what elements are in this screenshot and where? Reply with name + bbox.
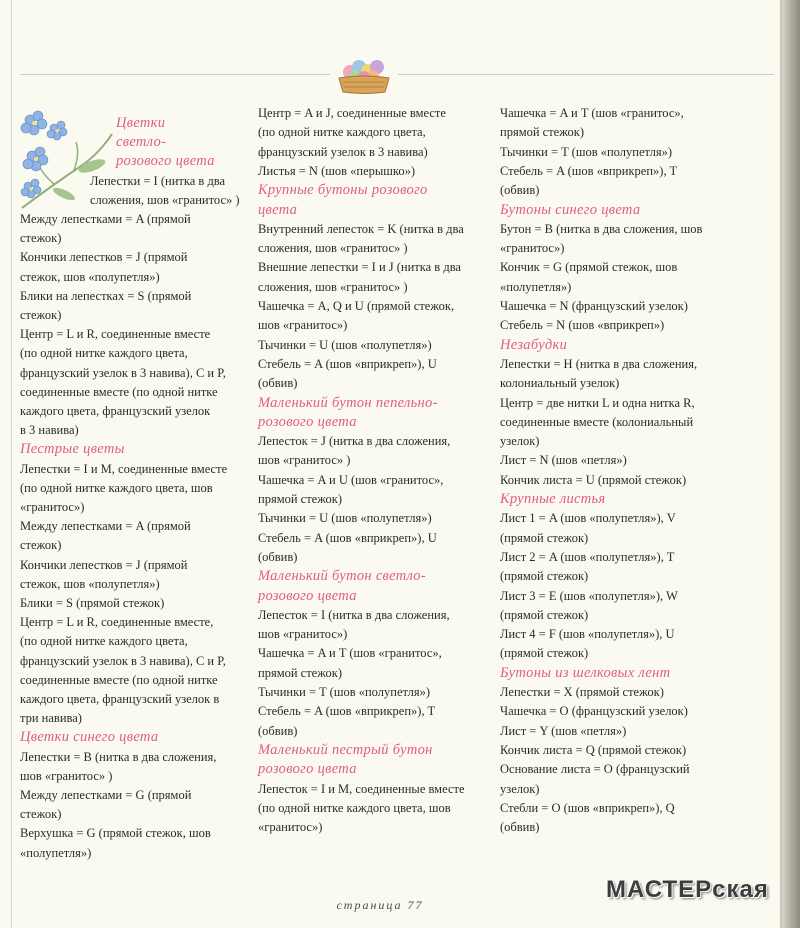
section-heading: Цветки [116,115,166,131]
text-line: (прямой стежок) [500,607,589,622]
text-line: Лепестки = H (нитка в два сложения, [500,356,698,371]
section-heading: Незабудки [500,336,568,353]
section-heading: Бутоны синего цвета [500,201,641,218]
text-line: Кончик листа = Q (прямой стежок) [500,742,687,757]
text-line: (по одной нитке каждого цвета, шов [258,800,451,815]
text-line: «полупетля») [500,279,572,294]
section-heading: Крупные листья [500,491,606,507]
section-heading: светло- [116,134,167,151]
section-heading: Маленький бутон пепельно- [258,394,438,411]
text-line: французский узелок в 3 навива), С и P, [20,365,226,380]
section-heading: Пестрые цветы [20,441,125,458]
text-line: стежок) [20,308,62,322]
text-line: Основание листа = O (французский [500,762,690,777]
text-line: (прямой стежок) [500,646,589,661]
text-line: шов «гранитос») [258,627,348,642]
text-line: Кончики лепестков = J (прямой [20,557,188,572]
text-line: сложения, шов «гранитос» ) [90,192,240,207]
text-line: «гранитос») [500,241,565,256]
text-line: стежок) [20,538,62,553]
text-line: в 3 навива) [20,423,79,438]
text-line: французский узелок в 3 навива) [258,144,428,159]
text-line: Лист 2 = A (шов «полупетля»), T [500,549,675,564]
page-left-border [11,0,12,928]
text-line: Стебель = A (шов «вприкреп»), T [500,163,678,178]
text-line: Чашечка = N (французский узелок) [500,299,688,313]
text-line: «гранитос») [20,500,85,514]
text-line: (обвив) [258,723,298,738]
text-line: Тычинки = T (шов «полупетля») [500,144,673,159]
text-line: прямой стежок) [500,125,585,140]
section-heading: розового цвета [258,587,357,604]
section-heading: Бутоны из шелковых лент [500,664,671,681]
text-line: Между лепестками = A (прямой [20,519,191,534]
text-line: (прямой стежок) [500,530,589,545]
page-number: страница 77 [336,898,424,912]
text-line: шов «гранитос» ) [20,768,113,783]
text-line: стежок) [20,807,62,822]
text-line: Центр = A и J, соединенные вместе [258,106,446,120]
text-line: Внешние лепестки = I и J (нитка в два [258,260,461,275]
top-rule-right [398,74,774,75]
section-heading: Маленький бутон светло- [258,568,426,585]
text-line: Лепестки = I (нитка в два [90,173,226,188]
text-line: Тычинки = T (шов «полупетля») [258,685,431,699]
text-line: стежок, шов «полупетля») [20,269,160,284]
section-heading: цвета [258,201,298,218]
text-line: Центр = L и R, соединенные вместе, [20,615,214,630]
text-line: Стебель = A (шов «вприкреп»), U [258,530,437,545]
text-line: Внутренний лепесток = K (нитка в два [258,221,464,236]
text-line: (прямой стежок) [500,569,589,584]
section-heading: Крупные бутоны розового [258,182,428,199]
text-line: Лепестки = X (прямой стежок) [500,685,664,699]
section-heading: Цветки синего цвета [20,729,159,746]
text-line: Лист 1 = A (шов «полупетля»), V [500,511,676,526]
text-line: Тычинки = U (шов «полупетля») [258,511,432,526]
top-rule-left [20,74,330,75]
text-line: «гранитос») [258,820,323,835]
text-line: Стебли = O (шов «вприкреп»), Q [500,800,675,815]
text-line: Блики на лепестках = S (прямой [20,288,192,303]
text-line: Лепесток = I (нитка в два сложения, [258,607,450,622]
text-line: соединенные вместе (по одной нитке [20,384,218,399]
text-line: (обвив) [500,820,540,835]
text-line: сложения, шов «гранитос» ) [258,241,408,256]
text-line: Лепестки = I и M, соединенные вместе [20,461,228,476]
text-line: шов «гранитос» ) [258,453,351,468]
book-spine [782,0,800,928]
text-line: Листья = N (шов «перышко») [258,163,416,178]
text-line: Стебель = A (шов «вприкреп»), U [258,356,437,371]
text-line: прямой стежок) [258,665,343,680]
text-line: Чашечка = A, Q и U (прямой стежок, [258,299,455,313]
text-line: узелок) [500,434,540,449]
text-line: Кончики лепестков = J (прямой [20,250,188,265]
text-line: соединенные вместе (по одной нитке [20,672,218,687]
watermark-logo: МАСТЕРская [606,876,769,903]
text-line: узелок) [500,781,540,796]
text-line: Стебель = N (шов «вприкреп») [500,318,665,333]
text-line: (по одной нитке каждого цвета, шов [20,480,213,495]
text-line: французский узелок в 3 навива), C и P, [20,653,226,668]
section-heading: розового цвета [116,153,215,170]
text-line: Кончик листа = U (прямой стежок) [500,472,687,487]
text-line: (по одной нитке каждого цвета, [258,125,426,140]
text-line: шов «гранитос») [258,318,348,333]
text-line: Чашечка = A и T (шов «гранитос», [258,646,442,661]
text-line: Центр = две нитки L и одна нитка R, [500,395,695,410]
text-line: сложения, шов «гранитос» ) [258,279,408,294]
text-line: три навива) [20,711,82,726]
text-line: колониальный узелок) [500,376,620,391]
text-line: соединенные вместе (колониальный [500,414,694,429]
text-line: Лист 3 = E (шов «полупетля»), W [500,588,678,603]
text-line: Чашечка = A и U (шов «гранитос», [258,472,444,487]
text-line: Тычинки = U (шов «полупетля») [258,337,432,352]
text-line: Стебель = A (шов «вприкреп»), T [258,704,436,719]
text-line: (по одной нитке каждого цвета, [20,346,188,361]
text-line: Блики = S (прямой стежок) [20,596,165,610]
text-line: Бутон = B (нитка в два сложения, шов [500,221,703,236]
text-line: Верхушка = G (прямой стежок, шов [20,826,211,841]
section-heading: розового цвета [258,761,357,778]
text-line: (по одной нитке каждого цвета, [20,634,188,649]
section-heading: розового цвета [258,413,357,430]
text-line: Лист = N (шов «петля») [500,453,627,468]
text-line: Чашечка = A и T (шов «гранитос», [500,106,684,120]
text-line: Центр = L и R, соединенные вместе [20,327,211,342]
text-line: Между лепестками = G (прямой [20,788,192,802]
section-heading: Маленький пестрый бутон [258,741,433,758]
text-line: стежок, шов «полупетля») [20,576,160,591]
text-line: (обвив) [258,376,298,391]
text-line: Лепесток = I и M, соединенные вместе [258,781,465,796]
text-line: (обвив) [500,183,540,198]
text-line: Лист 4 = F (шов «полупетля»), U [500,627,675,642]
text-line: «полупетля») [20,845,92,860]
yarn-basket-icon [333,52,395,96]
text-line: Кончик = G (прямой стежок, шов [500,260,678,275]
text-line: Между лепестками = A (прямой [20,212,191,226]
text-line: каждого цвета, французский узелок в [20,692,220,706]
text-line: Лепесток = J (нитка в два сложения, [258,434,451,449]
text-line: каждого цвета, французский узелок [20,404,211,418]
text-line: Лепестки = B (нитка в два сложения, [20,749,217,764]
text-line: прямой стежок) [258,492,343,506]
text-line: стежок) [20,231,62,246]
text-line: Чашечка = O (французский узелок) [500,704,688,719]
text-line: (обвив) [258,549,298,564]
text-line: Лист = Y (шов «петля») [500,723,627,738]
